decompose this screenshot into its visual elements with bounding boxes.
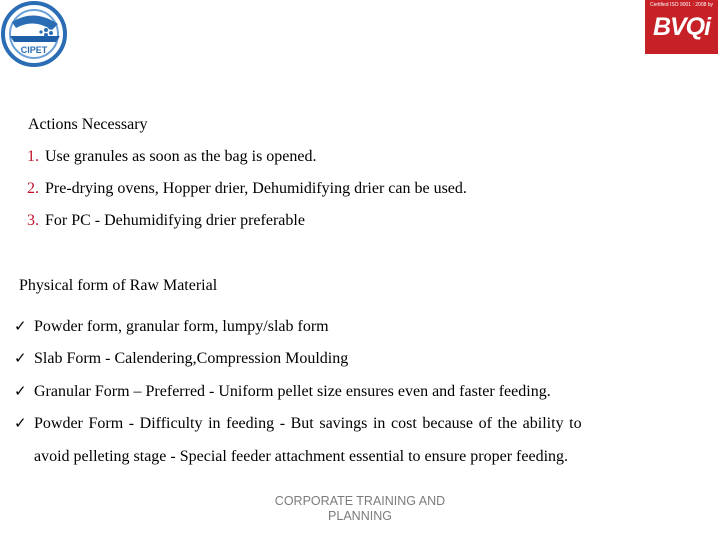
checkmark-icon: ✓ <box>14 317 27 335</box>
physical-form-heading: Physical form of Raw Material <box>19 277 218 294</box>
action-item-2 <box>27 180 467 198</box>
action-item-1 <box>27 148 317 166</box>
cipet-logo <box>0 0 70 70</box>
bvqi-brand-text: BVQi <box>652 13 711 41</box>
checkmark-icon: ✓ <box>14 349 27 367</box>
action-item-3 <box>27 212 305 230</box>
footer <box>260 494 460 524</box>
cipet-logo-text: CIPET <box>20 45 48 55</box>
form-item-text: Powder form, granular form, lumpy/slab form <box>34 318 329 335</box>
action-item-number: 2. <box>27 180 39 197</box>
footer-line-2: PLANNING <box>328 509 392 523</box>
bvqi-certification-text: Certified ISO 9001 : 2008 by <box>649 2 714 8</box>
form-item-2 <box>14 349 348 368</box>
action-item-number: 1. <box>27 148 39 165</box>
form-item-4 <box>14 414 582 433</box>
action-item-text: Use granules as soon as the bag is opened. <box>45 148 317 165</box>
form-item-text: Powder Form - Difficulty in feeding - But savings in cost because of the ability to <box>34 415 582 432</box>
checkmark-icon: ✓ <box>14 414 27 432</box>
actions-heading: Actions Necessary <box>28 116 148 133</box>
form-item-text: Slab Form - Calendering,Compression Moulding <box>34 350 349 367</box>
form-item-1 <box>14 317 329 336</box>
form-item-3 <box>14 382 551 401</box>
bvqi-logo <box>645 0 718 54</box>
form-item-4-continuation: avoid pelleting stage - Special feeder attachment essential to ensure proper feeding. <box>34 448 569 465</box>
action-item-number: 3. <box>27 212 39 229</box>
form-item-text: Granular Form – Preferred - Uniform pellet size ensures even and faster feeding. <box>34 383 551 400</box>
footer-line-1: CORPORATE TRAINING AND <box>274 494 446 508</box>
checkmark-icon: ✓ <box>14 382 27 400</box>
action-item-text: Pre-drying ovens, Hopper drier, Dehumidifying drier can be used. <box>45 180 467 197</box>
action-item-text: For PC - Dehumidifying drier preferable <box>45 212 305 229</box>
